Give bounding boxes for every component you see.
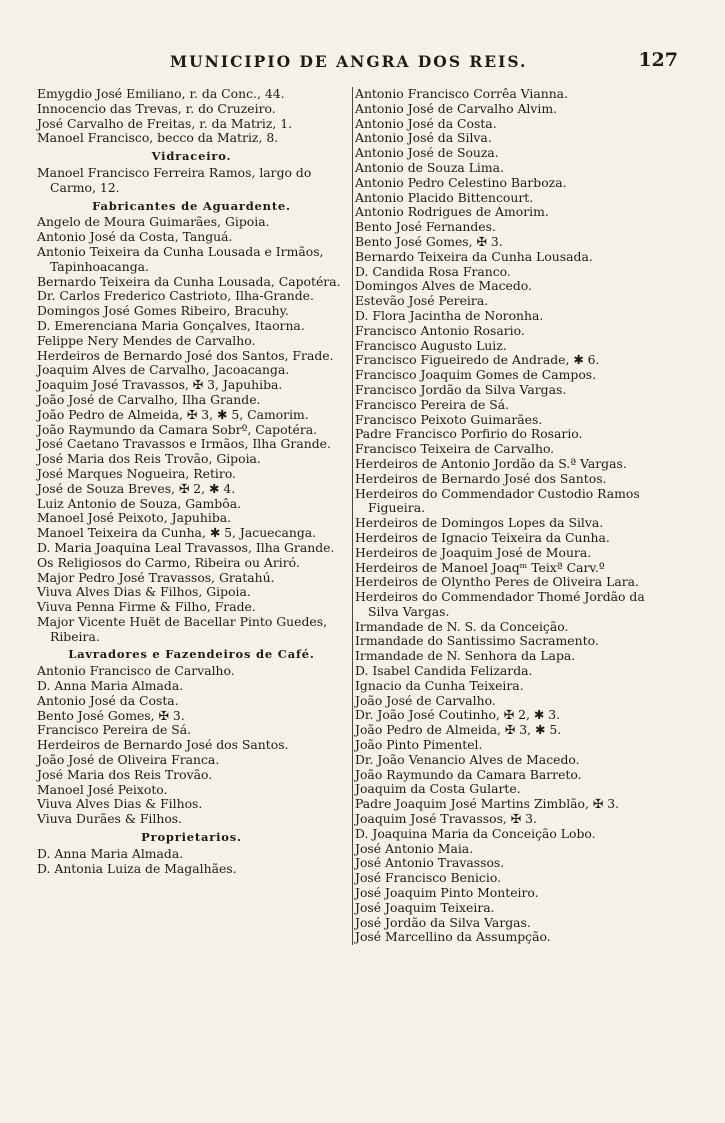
directory-entry: Padre Joaquim José Martins Zimblão, ✠ 3. bbox=[355, 796, 620, 812]
directory-entry: Joaquim José Travassos, ✠ 3, Japuhiba. bbox=[37, 377, 283, 393]
directory-entry: Luiz Antonio de Souza, Gambôa. bbox=[37, 495, 242, 511]
directory-entry: Antonio Teixeira da Cunha Lousada e Irmãos, Tapinhoacanga. bbox=[37, 243, 324, 274]
directory-entry: Irmandade do Santissimo Sacramento. bbox=[355, 633, 599, 649]
directory-entry: José Marcellino da Assumpção. bbox=[355, 929, 551, 945]
directory-entry: Viuva Penna Firme & Filho, Frade. bbox=[37, 599, 256, 615]
directory-entry: Herdeiros de Bernardo José dos Santos, Frade. bbox=[37, 347, 334, 363]
directory-entry: Domingos Alves de Macedo. bbox=[355, 278, 532, 294]
directory-entry: Joaquim da Costa Gularte. bbox=[355, 781, 521, 797]
directory-entry: Emygdio José Emiliano, r. da Conc., 44. bbox=[37, 86, 285, 101]
directory-entry: Francisco Joaquim Gomes de Campos. bbox=[355, 367, 597, 383]
directory-entry: João José de Carvalho, Ilha Grande. bbox=[37, 391, 261, 407]
directory-entry: Felippe Nery Mendes de Carvalho. bbox=[37, 332, 256, 348]
directory-entry: Joaquim José Travassos, ✠ 3. bbox=[355, 811, 537, 827]
directory-entry: Antonio José de Souza. bbox=[355, 145, 499, 161]
directory-entry: Francisco Pereira de Sá. bbox=[37, 722, 192, 738]
directory-entry: D. Antonia Luiza de Magalhães. bbox=[37, 860, 237, 876]
directory-entry: João Pedro de Almeida, ✠ 3, ✱ 5. bbox=[355, 722, 562, 738]
directory-entry: Manoel Teixeira da Cunha, ✱ 5, Jacuecanga. bbox=[37, 525, 317, 541]
directory-entry: José Maria dos Reis Trovão, Gipoia. bbox=[37, 451, 261, 467]
section-heading: Fabricantes de Aguardente. bbox=[92, 198, 291, 213]
directory-entry: D. Candida Rosa Franco. bbox=[355, 263, 511, 279]
directory-entry: Padre Francisco Porfirio do Rosario. bbox=[355, 426, 583, 442]
directory-entry: Antonio José da Silva. bbox=[355, 130, 492, 146]
directory-entry: Estevão José Pereira. bbox=[355, 293, 489, 309]
directory-entry: Antonio José da Costa. bbox=[37, 692, 179, 708]
directory-entry: Francisco Peixoto Guimarães. bbox=[355, 411, 543, 427]
directory-entry: Ignacio da Cunha Teixeira. bbox=[355, 677, 524, 693]
directory-entry: Viuva Durães & Filhos. bbox=[37, 811, 183, 827]
directory-entry: Os Religiosos do Carmo, Ribeira ou Ariró. bbox=[37, 554, 300, 570]
directory-entry: Bento José Fernandes. bbox=[355, 219, 496, 235]
directory-entry: Francisco Jordão da Silva Vargas. bbox=[355, 381, 567, 397]
directory-entry: Manoel José Peixoto, Japuhiba. bbox=[37, 510, 232, 526]
directory-entry: Herdeiros de Domingos Lopes da Silva. bbox=[355, 515, 604, 531]
directory-entry: Manoel José Peixoto. bbox=[37, 781, 168, 797]
directory-entry: José Francisco Benicio. bbox=[355, 870, 502, 886]
directory-entry: Bento José Gomes, ✠ 3. bbox=[355, 233, 503, 249]
directory-entry: Dr. João Venancio Alves de Macedo. bbox=[355, 751, 580, 767]
directory-entry: Bento José Gomes, ✠ 3. bbox=[37, 707, 185, 723]
directory-entry: Manoel Francisco Ferreira Ramos, largo do Carmo, 12. bbox=[37, 164, 312, 195]
directory-entry: Herdeiros de Antonio Jordão da S.ª Vargas. bbox=[355, 455, 627, 471]
directory-entry: Manoel Francisco, becco da Matriz, 8. bbox=[37, 130, 279, 146]
directory-entry: Bernardo Teixeira da Cunha Lousada. bbox=[355, 248, 593, 264]
directory-entry: João Raymundo da Camara Sobrº, Capotéra. bbox=[37, 421, 318, 437]
directory-entry: José Maria dos Reis Trovão. bbox=[37, 766, 213, 782]
section-heading: Proprietarios. bbox=[141, 830, 242, 845]
directory-entry: José Joaquim Pinto Monteiro. bbox=[355, 885, 539, 901]
directory-entry: Antonio José da Costa. bbox=[355, 115, 497, 131]
directory-entry: Domingos José Gomes Ribeiro, Bracuhy. bbox=[37, 303, 289, 319]
directory-entry: Angelo de Moura Guimarães, Gipoia. bbox=[37, 214, 270, 230]
directory-entry: José Joaquim Teixeira. bbox=[355, 899, 495, 915]
directory-entry: Antonio Placido Bittencourt. bbox=[355, 189, 534, 205]
directory-entry: D. Isabel Candida Felizarda. bbox=[355, 663, 533, 679]
directory-entry: D. Emerenciana Maria Gonçalves, Itaorna. bbox=[37, 317, 305, 333]
directory-entry: D. Flora Jacintha de Noronha. bbox=[355, 307, 544, 323]
directory-entry: Antonio José da Costa, Tanguá. bbox=[37, 229, 233, 245]
directory-entry: Dr. Carlos Frederico Castrioto, Ilha-Grande. bbox=[37, 288, 314, 304]
directory-entry: Herdeiros de Joaquim José de Moura. bbox=[355, 544, 592, 560]
directory-entry: Francisco Pereira de Sá. bbox=[355, 396, 510, 412]
directory-entry: Bernardo Teixeira da Cunha Lousada, Capotéra. bbox=[37, 273, 341, 289]
directory-entry: Antonio Rodrigues de Amorim. bbox=[355, 204, 549, 220]
directory-entry: D. Joaquina Maria da Conceição Lobo. bbox=[355, 825, 596, 841]
directory-entry: Herdeiros de Olyntho Peres de Oliveira Lara. bbox=[355, 574, 639, 590]
left-column bbox=[37, 87, 346, 876]
directory-entry: Antonio Francisco Corrêa Vianna. bbox=[355, 86, 569, 101]
directory-entry: Antonio Pedro Celestino Barboza. bbox=[355, 174, 567, 190]
directory-entry: Herdeiros do Commendador Custodio Ramos Figueira. bbox=[355, 485, 640, 516]
directory-entry: José Antonio Maia. bbox=[355, 840, 474, 856]
directory-entry: Dr. João José Coutinho, ✠ 2, ✱ 3. bbox=[355, 707, 561, 723]
directory-entry: José Jordão da Silva Vargas. bbox=[355, 914, 531, 930]
directory-entry: Francisco Figueiredo de Andrade, ✱ 6. bbox=[355, 352, 600, 368]
directory-entry: Francisco Augusto Luiz. bbox=[355, 337, 507, 353]
page-number: 127 bbox=[638, 49, 678, 71]
directory-entry: Viuva Alves Dias & Filhos. bbox=[37, 796, 203, 812]
directory-entry: Herdeiros do Commendador Thomé Jordão da Silva Vargas. bbox=[355, 589, 645, 619]
directory-entry: João Pedro de Almeida, ✠ 3, ✱ 5, Camorim. bbox=[37, 406, 309, 422]
page-header bbox=[38, 49, 678, 76]
directory-entry: D. Anna Maria Almada. bbox=[37, 678, 184, 694]
directory-entry: D. Maria Joaquina Leal Travassos, Ilha Grande. bbox=[37, 539, 335, 555]
right-column bbox=[352, 87, 673, 945]
directory-entry: Francisco Antonio Rosario. bbox=[355, 322, 525, 338]
directory-entry: Herdeiros de Bernardo José dos Santos. bbox=[37, 737, 289, 753]
page-title: MUNICIPIO DE ANGRA DOS REIS. bbox=[170, 52, 528, 71]
directory-entry: José Marques Nogueira, Retiro. bbox=[37, 465, 237, 481]
directory-entry: José Caetano Travassos e Irmãos, Ilha Grande. bbox=[37, 436, 331, 452]
directory-entry: Herdeiros de Bernardo José dos Santos. bbox=[355, 470, 607, 486]
directory-entry: Major Pedro José Travassos, Gratahú. bbox=[37, 569, 275, 585]
directory-entry: Major Vicente Huët de Bacellar Pinto Guedes, Ribeira. bbox=[37, 613, 328, 644]
directory-entry: Innocencio das Trevas, r. do Cruzeiro. bbox=[37, 100, 276, 116]
directory-entry: Antonio José de Carvalho Alvim. bbox=[355, 100, 558, 116]
directory-entry: Irmandade de N. Senhora da Lapa. bbox=[355, 648, 576, 664]
directory-entry: Joaquim Alves de Carvalho, Jacoacanga. bbox=[37, 362, 290, 378]
directory-entry: João Raymundo da Camara Barreto. bbox=[355, 766, 582, 782]
directory-entry: Viuva Alves Dias & Filhos, Gipoia. bbox=[37, 584, 251, 600]
directory-entry: Antonio Francisco de Carvalho. bbox=[37, 663, 235, 679]
directory-entry: João Pinto Pimentel. bbox=[355, 737, 483, 753]
directory-entry: D. Anna Maria Almada. bbox=[37, 845, 184, 861]
directory-entry: João José de Oliveira Franca. bbox=[37, 752, 220, 768]
directory-entry: Irmandade de N. S. da Conceição. bbox=[355, 618, 569, 634]
directory-entry: Herdeiros de Ignacio Teixeira da Cunha. bbox=[355, 529, 610, 545]
directory-entry: José Antonio Travassos. bbox=[355, 855, 505, 871]
directory-entry: José de Souza Breves, ✠ 2, ✱ 4. bbox=[37, 480, 236, 496]
directory-entry: José Carvalho de Freitas, r. da Matriz, 1. bbox=[37, 115, 293, 131]
directory-entry: Herdeiros de Manoel Joaqᵐ Teixª Carv.º bbox=[355, 559, 605, 575]
directory-entry: Francisco Teixeira de Carvalho. bbox=[355, 441, 555, 457]
section-heading: Lavradores e Fazendeiros de Café. bbox=[68, 647, 315, 662]
directory-entry: João José de Carvalho. bbox=[355, 692, 496, 708]
section-heading: Vidraceiro. bbox=[151, 149, 232, 164]
directory-entry: Antonio de Souza Lima. bbox=[355, 159, 504, 175]
